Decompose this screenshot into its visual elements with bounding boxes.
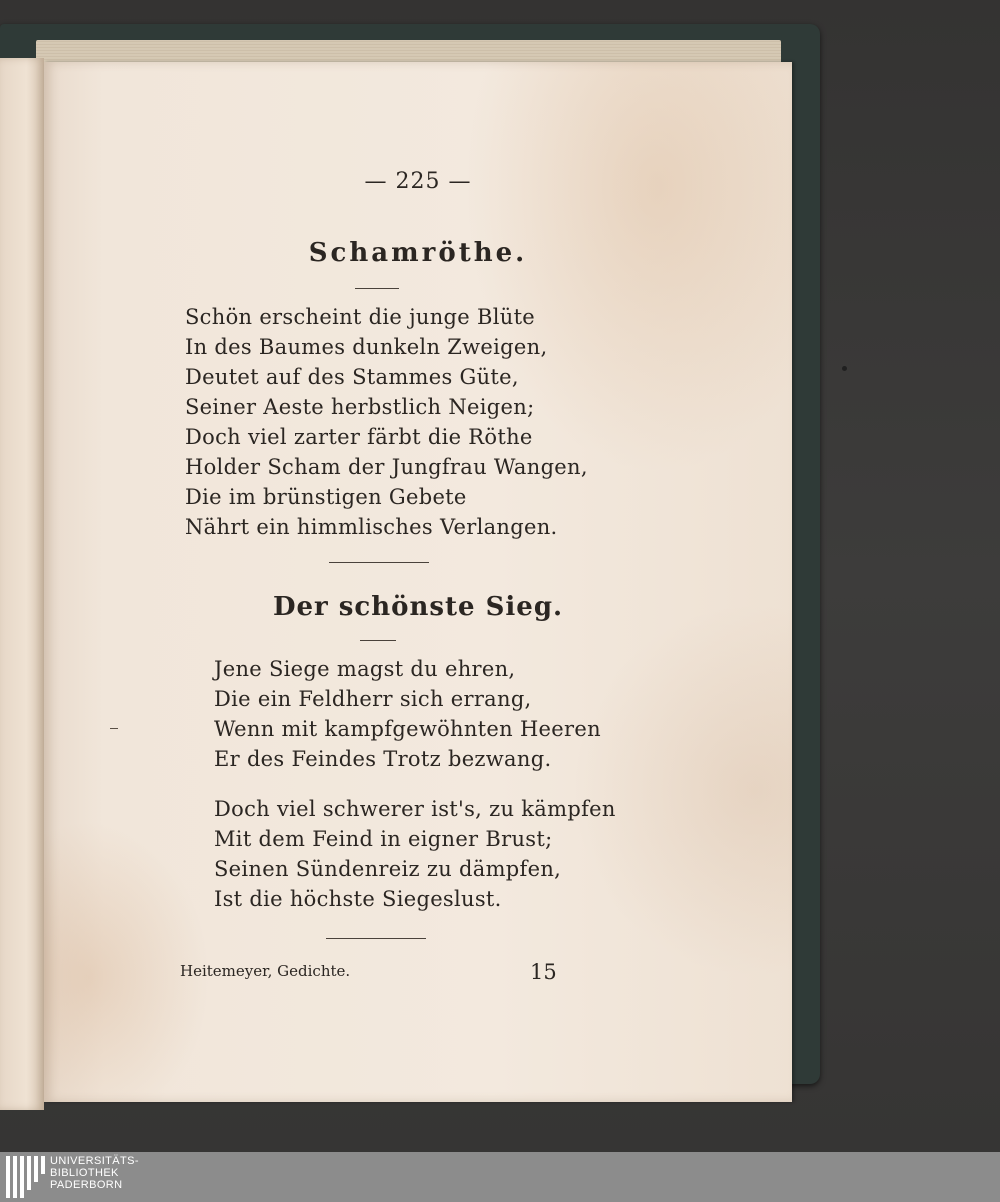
title-rule-1 xyxy=(355,288,399,289)
logo-line: PADERBORN xyxy=(50,1179,123,1191)
poem-line: Deutet auf des Stammes Güte, xyxy=(185,365,519,389)
footer-author: Heitemeyer, Gedichte. xyxy=(180,962,351,980)
poem-line: In des Baumes dunkeln Zweigen, xyxy=(185,335,548,359)
poem-line: Seiner Aeste herbstlich Neigen; xyxy=(185,395,535,419)
library-logo-text xyxy=(50,1155,139,1191)
poem-line: Seinen Sündenreiz zu dämpfen, xyxy=(214,857,562,881)
end-divider xyxy=(326,938,426,939)
poem-line: Er des Feindes Trotz bezwang. xyxy=(214,747,552,771)
poem-line: Nährt ein himmlisches Verlangen. xyxy=(185,515,558,539)
poem-title-2: Der schönste Sieg. xyxy=(272,592,564,622)
left-page xyxy=(0,58,44,1110)
margin-mark xyxy=(110,728,118,729)
poem-line: Doch viel schwerer ist's, zu kämpfen xyxy=(214,797,616,821)
poem-title-1: Schamröthe. xyxy=(308,238,528,268)
section-divider xyxy=(329,562,429,563)
footer-signature: 15 xyxy=(530,960,557,984)
poem-line: Die im brünstigen Gebete xyxy=(185,485,467,509)
title-rule-2 xyxy=(360,640,396,641)
library-footer-bar xyxy=(0,1152,1000,1202)
poem-line: Die ein Feldherr sich errang, xyxy=(214,687,532,711)
poem-line: Jene Siege magst du ehren, xyxy=(214,657,516,681)
poem-line: Doch viel zarter färbt die Röthe xyxy=(185,425,533,449)
library-logo-icon xyxy=(4,1156,46,1198)
dust-spot xyxy=(842,366,847,371)
poem-line: Wenn mit kampfgewöhnten Heeren xyxy=(214,717,601,741)
logo-line: BIBLIOTHEK xyxy=(50,1167,119,1179)
poem-line: Schön erscheint die junge Blüte xyxy=(185,305,536,329)
book-page xyxy=(44,62,792,1102)
poem-line: Ist die höchste Siegeslust. xyxy=(214,887,502,911)
poem-line: Mit dem Feind in eigner Brust; xyxy=(214,827,553,851)
logo-line: UNIVERSITÄTS- xyxy=(50,1155,139,1167)
poem-line: Holder Scham der Jungfrau Wangen, xyxy=(185,455,588,479)
page-number-top: — 225 — xyxy=(364,169,472,194)
